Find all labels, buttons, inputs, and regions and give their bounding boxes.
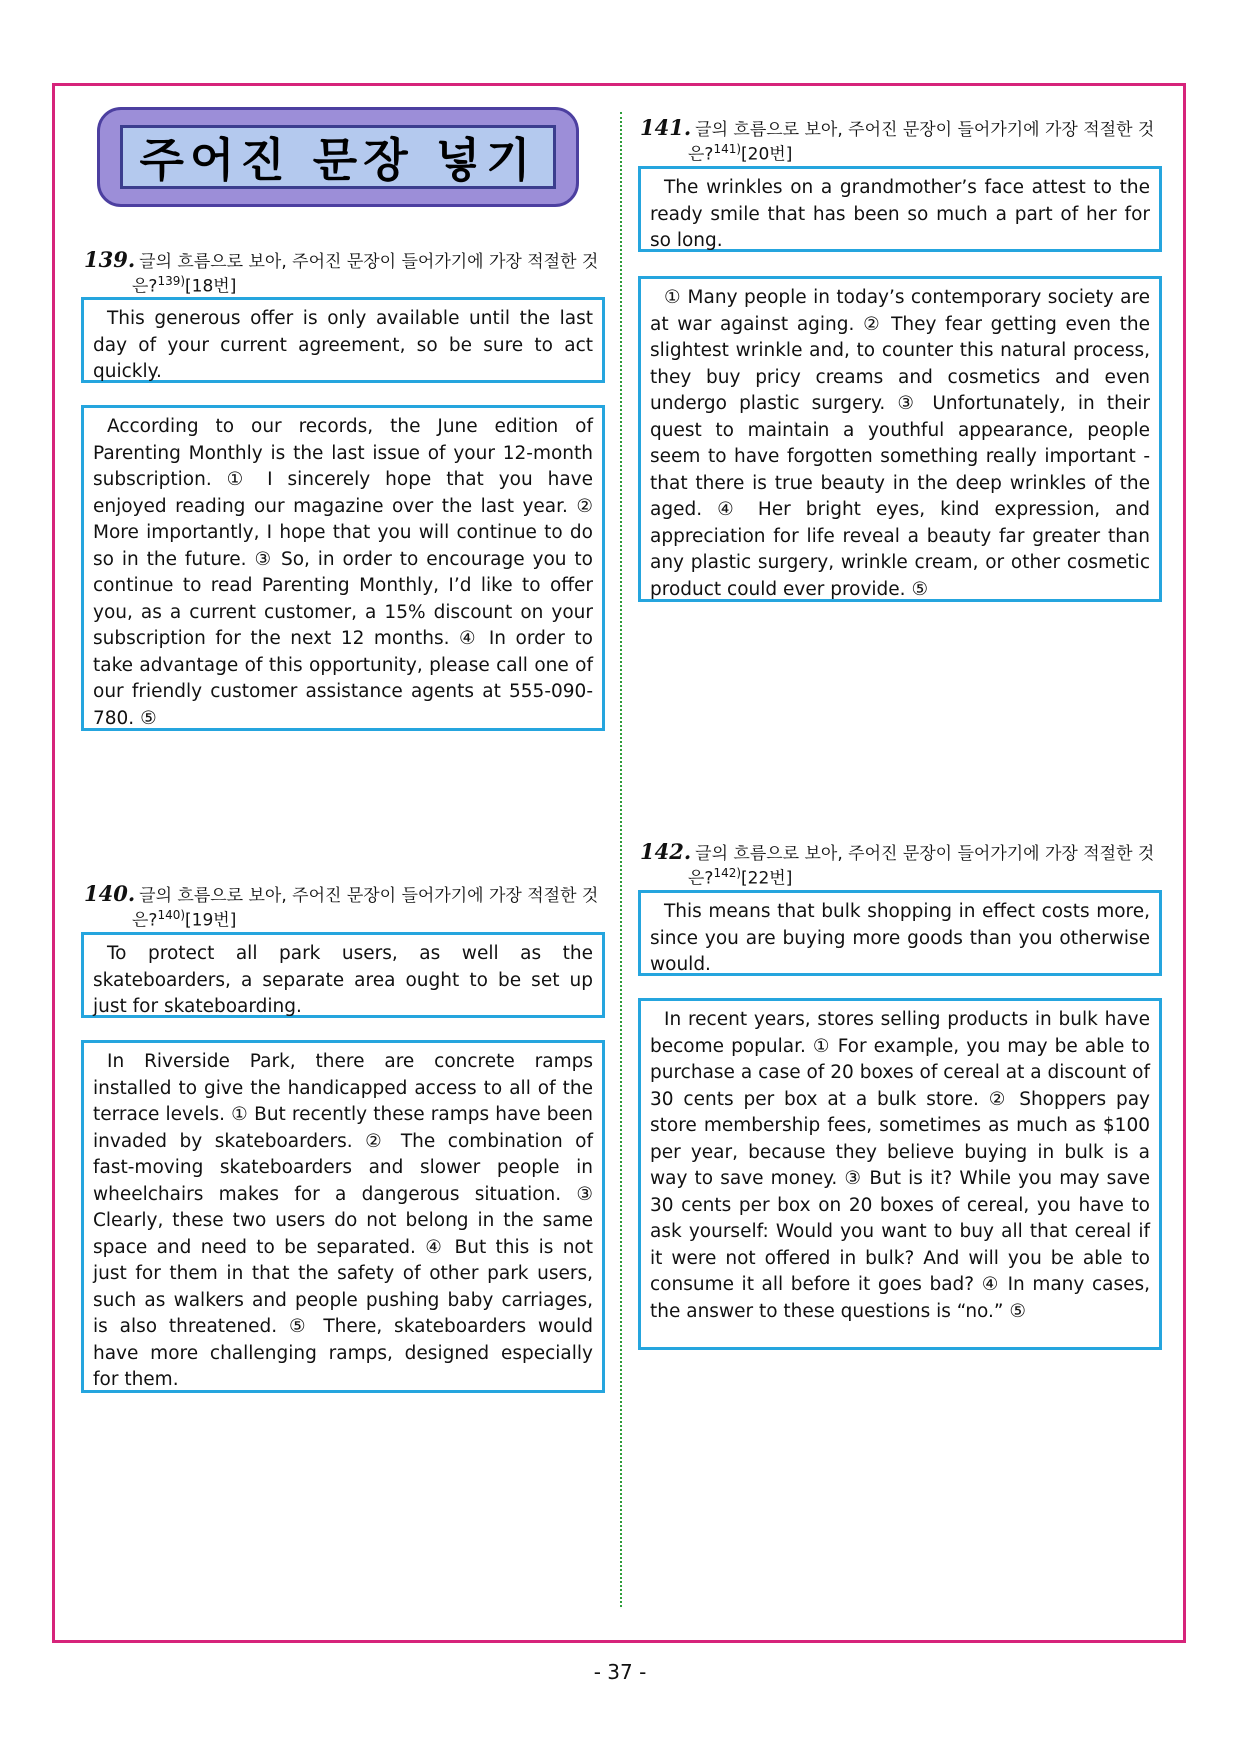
section-title: 주어진 문장 넣기 <box>139 133 537 187</box>
question-prompt-cont: 은? <box>688 144 714 165</box>
passage-text: ① Many people in today’s contemporary society are at war against aging. ② They fear getting even the slightest wrinkle and, to counter this natural process, they buy pricy creams and cosmetics and even undergo plastic surgery. ③ Unfortunately, in their quest to maintain a youthful appearance, people seem to have forgotten something really important - that there is true beauty in the deep wrinkles of the aged. ④ Her bright eyes, kind expression, and appreciation for life reveal a beauty far greater than any plastic surgery, wrinkle cream, or other cosmetic product could ever provide. ⑤ <box>650 287 1150 600</box>
passage-text: According to our records, the June edition of Parenting Monthly is the last issue of your 12-month subscription. ① I sincerely hope that you have enjoyed reading our magazine over the last year. ② More importantly, I hope that you will continue to do so in the future. ③ So, in order to encourage you to continue to read Parenting Monthly, I’d like to offer you, as a current customer, a 15% discount on your subscription for the next 12 months. ④ In order to take advantage of this opportunity, please call one of our friendly customer assistance agents at 555-090-780. ⑤ <box>93 416 593 729</box>
question-prompt: 글의 흐름으로 보아, 주어진 문장이 들어가기에 가장 적절한 것 <box>139 252 599 272</box>
question-prompt-cont: 은? <box>132 276 158 297</box>
question-ref: 141) <box>713 142 742 156</box>
question-ref: 142) <box>713 866 742 880</box>
question-139-given-sentence <box>81 297 605 383</box>
given-sentence-text: This generous offer is only available until the last day of your current agreement, so be sure to act quickly. <box>93 308 593 382</box>
question-142-header <box>640 839 1162 889</box>
given-sentence-text: To protect all park users, as well as the skateboarders, a separate area ought to be set up just for skateboarding. <box>93 943 593 1017</box>
column-divider <box>620 112 622 1607</box>
question-139-header <box>84 247 606 297</box>
question-140-given-sentence <box>81 932 605 1018</box>
question-ref: 140) <box>157 908 186 922</box>
question-prompt-cont: 은? <box>132 910 158 931</box>
question-141-passage <box>638 276 1162 602</box>
question-source: [18번] <box>185 276 237 297</box>
question-prompt: 글의 흐름으로 보아, 주어진 문장이 들어가기에 가장 적절한 것 <box>695 120 1155 140</box>
question-number: 142. <box>640 839 692 864</box>
question-prompt: 글의 흐름으로 보아, 주어진 문장이 들어가기에 가장 적절한 것 <box>139 886 599 906</box>
question-source: [22번] <box>741 868 793 889</box>
question-number: 141. <box>640 115 692 140</box>
question-141-header <box>640 115 1162 165</box>
page-number: - 37 - <box>593 1660 647 1684</box>
question-prompt-cont: 은? <box>688 868 714 889</box>
section-banner-inner <box>120 125 556 189</box>
question-142-given-sentence <box>638 890 1162 976</box>
given-sentence-text: The wrinkles on a grandmother’s face attest to the ready smile that has been so much a part of her for so long. <box>650 177 1150 251</box>
given-sentence-text: This means that bulk shopping in effect costs more, since you are buying more goods than you otherwise would. <box>650 901 1150 975</box>
question-prompt: 글의 흐름으로 보아, 주어진 문장이 들어가기에 가장 적절한 것 <box>695 844 1155 864</box>
question-140-header <box>84 881 606 931</box>
question-139-passage <box>81 405 605 731</box>
question-number: 139. <box>84 247 136 272</box>
passage-text: In recent years, stores selling products in bulk have become popular. ① For example, you may be able to purchase a case of 20 boxes of cereal at a discount of 30 cents per box at a bulk store. ② Shoppers pay store membership fees, sometimes as much as $100 per year, because they believe buying in bulk is a way to save money. ③ But is it? While you may save 30 cents per box on 20 boxes of cereal, you have to ask yourself: Would you want to buy all that cereal if it were not offered in bulk? And will you be able to consume it all before it goes bad? ④ In many cases, the answer to these questions is “no.” ⑤ <box>650 1009 1150 1322</box>
question-number: 140. <box>84 881 136 906</box>
question-141-given-sentence <box>638 166 1162 252</box>
question-source: [20번] <box>741 144 793 165</box>
question-source: [19번] <box>185 910 237 931</box>
question-140-passage <box>81 1040 605 1393</box>
question-ref: 139) <box>157 274 186 288</box>
question-142-passage <box>638 998 1162 1350</box>
passage-text: In Riverside Park, there are concrete ramps installed to give the handicapped access to all of the terrace levels. ① But recently these ramps have been invaded by skateboarders. ② The combination of fast-moving skateboarders and slower people in wheelchairs makes for a dangerous situation. ③ Clearly, these two users do not belong in the same space and need to be separated. ④ But this is not just for them in that the safety of other park users, such as walkers and people pushing baby carriages, is also threatened. ⑤ There, skateboarders would have more challenging ramps, designed especially for them. <box>93 1051 593 1390</box>
